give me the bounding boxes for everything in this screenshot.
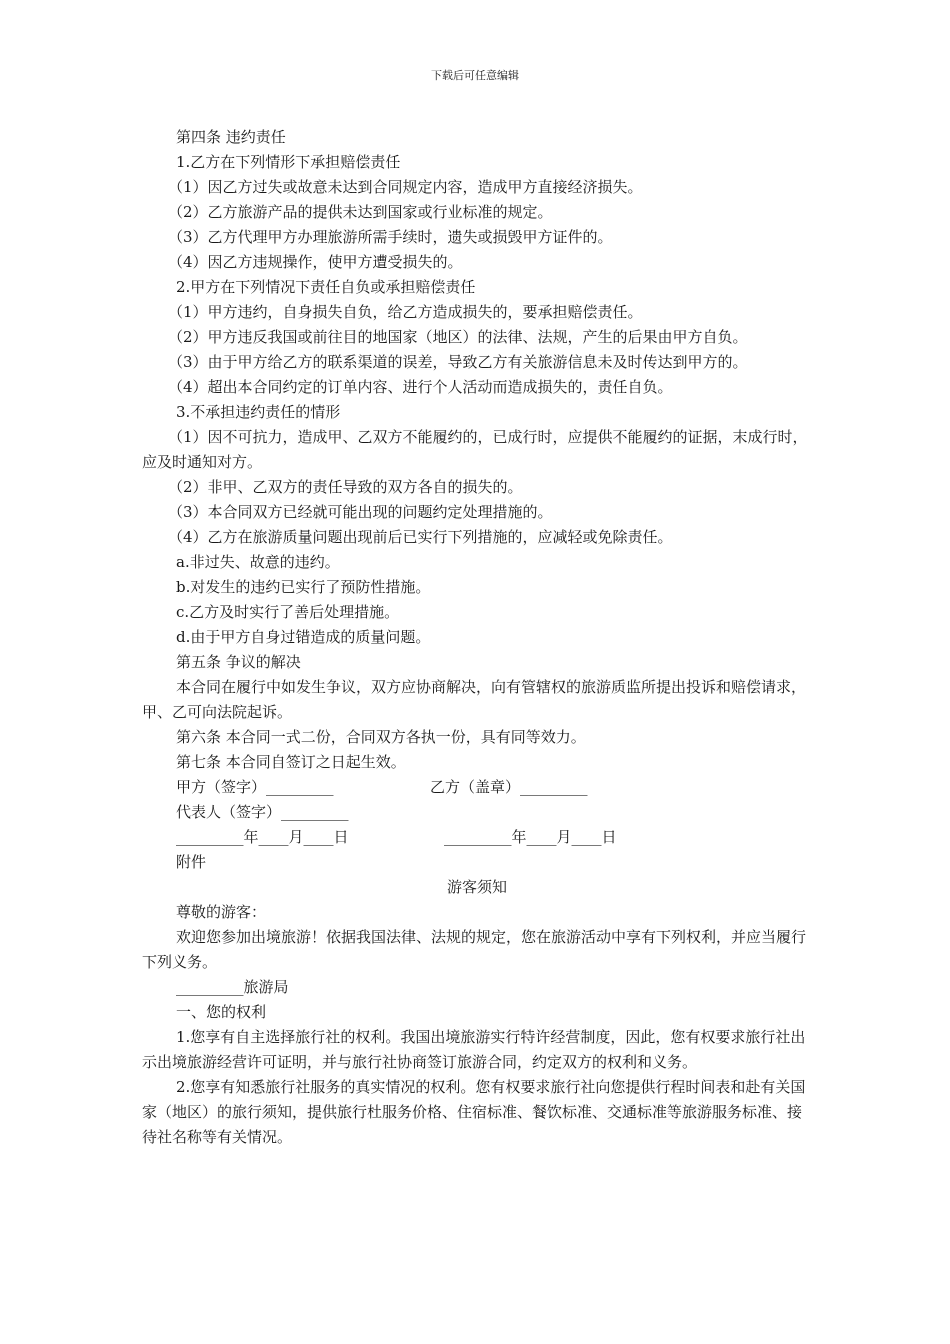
tourism-bureau: _________旅游局 (176, 978, 289, 996)
article-7: 第七条 本合同自签订之日起生效。 (176, 753, 406, 771)
clause-2-item-1: （1）甲方违约，自身损失自负，给乙方造成损失的，要承担赔偿责任。 (168, 303, 643, 321)
clause-2-item-3: （3）由于甲方给乙方的联系渠道的误差，导致乙方有关旅游信息未及时传达到甲方的。 (168, 353, 748, 371)
article-4-heading: 第四条 违约责任 (176, 128, 286, 146)
sub-item-b: b.对发生的违约已实行了预防性措施。 (176, 578, 431, 596)
clause-2-item-4: （4）超出本合同约定的订单内容、进行个人活动而造成损失的，责任自负。 (168, 378, 673, 396)
clause-1-item-3: （3）乙方代理甲方办理旅游所需手续时，遗失或损毁甲方证件的。 (168, 228, 613, 246)
clause-2-heading: 2.甲方在下列情况下责任自负或承担赔偿责任 (176, 278, 476, 296)
party-b-date: _________年____月____日 (444, 828, 617, 846)
clause-3-item-4: （4）乙方在旅游质量问题出现前后已实行下列措施的，应减轻或免除责任。 (168, 528, 673, 546)
signature-row (142, 775, 812, 800)
party-b-seal: 乙方（盖章）_________ (430, 778, 588, 796)
party-a-signature: 甲方（签字）_________ (176, 778, 334, 796)
attachment-label: 附件 (176, 853, 207, 871)
right-1: 1.您享有自主选择旅行社的权利。我国出境旅游实行特许经营制度，因此，您有权要求旅行社出示出境旅游经营许可证明，并与旅行社协商签订旅游合同，约定双方的权利和义务。 (142, 1028, 806, 1071)
clause-3-heading: 3.不承担违约责任的情形 (176, 403, 341, 421)
rights-heading: 一、您的权利 (176, 1003, 267, 1021)
document-body (142, 125, 812, 1150)
article-6: 第六条 本合同一式二份，合同双方各执一份，具有同等效力。 (176, 728, 586, 746)
date-row (142, 825, 812, 850)
clause-3-item-1: （1）因不可抗力，造成甲、乙双方不能履约的，已成行时，应提供不能履约的证据，末成行时，应及时通知对方。 (142, 428, 808, 471)
clause-1-item-1: （1）因乙方过失或故意未达到合同规定内容，造成甲方直接经济损失。 (168, 178, 643, 196)
right-2: 2.您享有知悉旅行社服务的真实情况的权利。您有权要求旅行社向您提供行程时间表和赴有关国家（地区）的旅行须知，提供旅行杜服务价格、住宿标准、餐饮标准、交通标准等旅游服务标准、接待社名称等有关情况。 (142, 1078, 806, 1146)
sub-item-c: c.乙方及时实行了善后处理措施。 (176, 603, 400, 621)
sub-item-d: d.由于甲方自身过错造成的质量问题。 (176, 628, 431, 646)
clause-1-item-2: （2）乙方旅游产品的提供未达到国家或行业标准的规定。 (168, 203, 553, 221)
welcome-paragraph: 欢迎您参加出境旅游！依据我国法律、法规的规定，您在旅游活动中享有下列权利，并应当履行下列义务。 (142, 928, 807, 971)
clause-2-item-2: （2）甲方违反我国或前往目的地国家（地区）的法律、法规，产生的后果由甲方自负。 (168, 328, 748, 346)
clause-3-item-3: （3）本合同双方已经就可能出现的问题约定处理措施的。 (168, 503, 553, 521)
page-header: 下载后可任意编辑 (431, 69, 519, 82)
clause-1-item-4: （4）因乙方违规操作，使甲方遭受损失的。 (168, 253, 463, 271)
clause-3-item-2: （2）非甲、乙双方的责任导致的双方各自的损失的。 (168, 478, 523, 496)
article-5-heading: 第五条 争议的解决 (176, 653, 301, 671)
sub-item-a: a.非过失、故意的违约。 (176, 553, 340, 571)
clause-1-heading: 1.乙方在下列情形下承担赔偿责任 (176, 153, 401, 171)
tourist-notice-title: 游客须知 (446, 878, 507, 896)
party-a-date: _________年____月____日 (176, 828, 349, 846)
salutation: 尊敬的游客： (176, 903, 267, 921)
representative-signature: 代表人（签字）_________ (176, 803, 349, 821)
article-5-body: 本合同在履行中如发生争议，双方应协商解决，向有管辖权的旅游质监所提出投诉和赔偿请求，甲、乙可向法院起诉。 (142, 678, 807, 721)
